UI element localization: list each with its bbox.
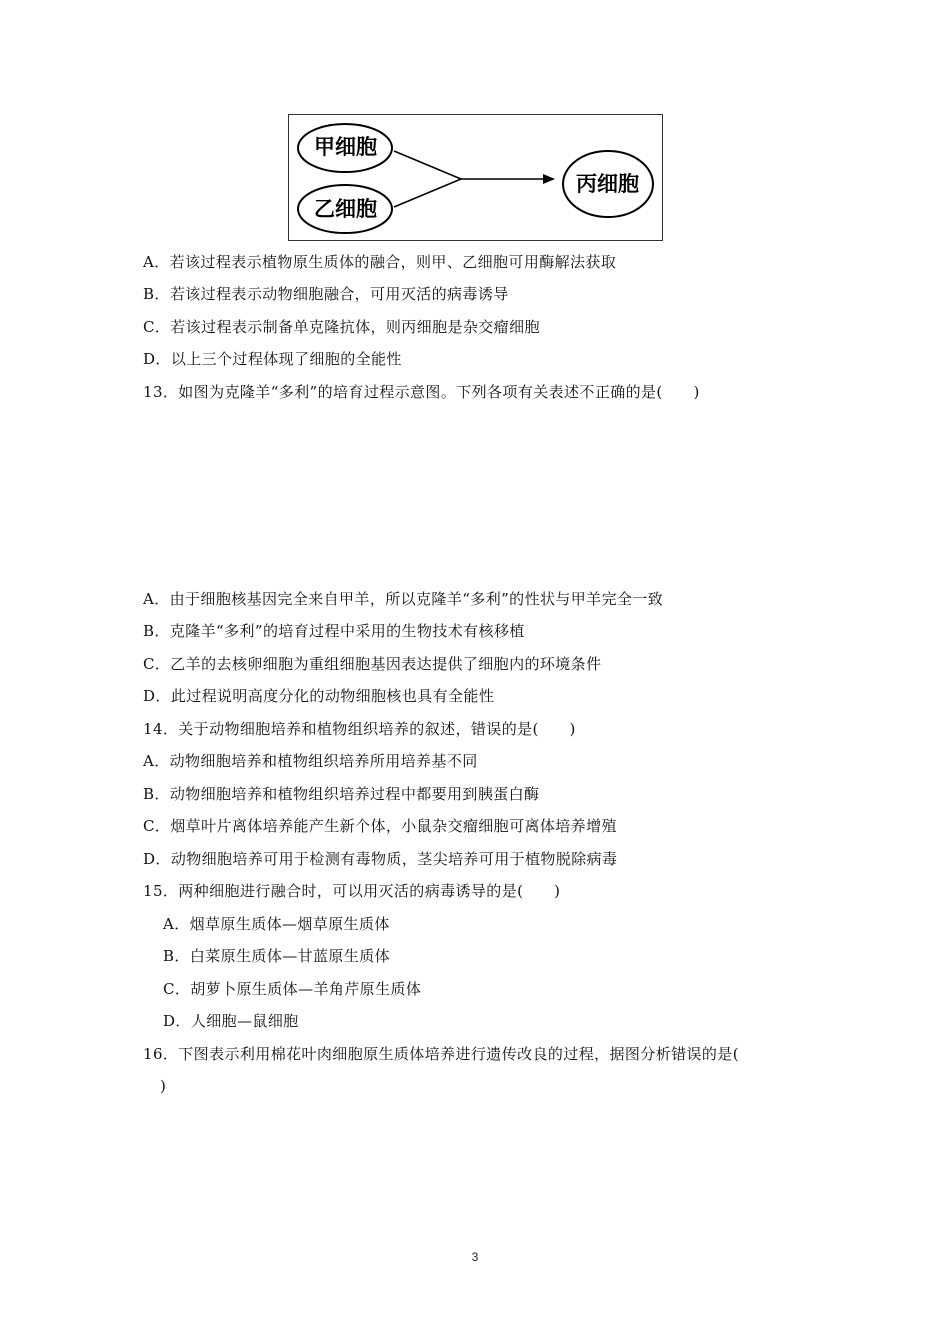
q15-option-a: A．烟草原生质体—烟草原生质体 — [163, 915, 390, 933]
cell-c-label: 丙细胞 — [576, 172, 639, 196]
q15-option-c: C．胡萝卜原生质体—羊角芹原生质体 — [163, 980, 422, 998]
q13-stem: 13．如图为克隆羊“多利”的培育过程示意图。下列各项有关表述不正确的是( ) — [143, 383, 700, 401]
q13-option-a: A．由于细胞核基因完全来自甲羊，所以克隆羊“多利”的性状与甲羊完全一致 — [143, 590, 664, 608]
q16-stem-continuation: ) — [160, 1077, 167, 1095]
arrow-head — [543, 174, 555, 184]
q13-option-b: B．克隆羊“多利”的培育过程中采用的生物技术有核移植 — [143, 622, 525, 640]
arrow-lower-branch — [394, 179, 461, 207]
q14-option-d: D．动物细胞培养可用于检测有毒物质，茎尖培养可用于植物脱除病毒 — [143, 850, 618, 868]
arrow-upper-branch — [394, 151, 461, 179]
q12-option-d: D．以上三个过程体现了细胞的全能性 — [143, 350, 402, 368]
q16-stem: 16．下图表示利用棉花叶肉细胞原生质体培养进行遗传改良的过程，据图分析错误的是( — [143, 1045, 739, 1063]
q14-option-a: A．动物细胞培养和植物组织培养所用培养基不同 — [143, 752, 478, 770]
q12-option-a: A．若该过程表示植物原生质体的融合，则甲、乙细胞可用酶解法获取 — [143, 253, 617, 271]
q13-option-c: C．乙羊的去核卵细胞为重组细胞基因表达提供了细胞内的环境条件 — [143, 655, 602, 673]
q14-option-c: C．烟草叶片离体培养能产生新个体，小鼠杂交瘤细胞可离体培养增殖 — [143, 817, 617, 835]
q14-stem: 14．关于动物细胞培养和植物组织培养的叙述，错误的是( ) — [143, 720, 576, 738]
page-number: 3 — [471, 1250, 479, 1264]
q12-option-b: B．若该过程表示动物细胞融合，可用灭活的病毒诱导 — [143, 285, 509, 303]
cell-fusion-diagram — [288, 114, 663, 241]
cell-b-label: 乙细胞 — [314, 197, 377, 221]
q14-option-b: B．动物细胞培养和植物组织培养过程中都要用到胰蛋白酶 — [143, 785, 540, 803]
cell-a-label: 甲细胞 — [314, 135, 377, 159]
q15-option-b: B．白菜原生质体—甘蓝原生质体 — [163, 947, 391, 965]
q15-stem: 15．两种细胞进行融合时，可以用灭活的病毒诱导的是( ) — [143, 882, 561, 900]
q15-option-d: D．人细胞—鼠细胞 — [163, 1012, 299, 1030]
q12-option-c: C．若该过程表示制备单克隆抗体，则丙细胞是杂交瘤细胞 — [143, 318, 540, 336]
q13-option-d: D．此过程说明高度分化的动物细胞核也具有全能性 — [143, 687, 495, 705]
